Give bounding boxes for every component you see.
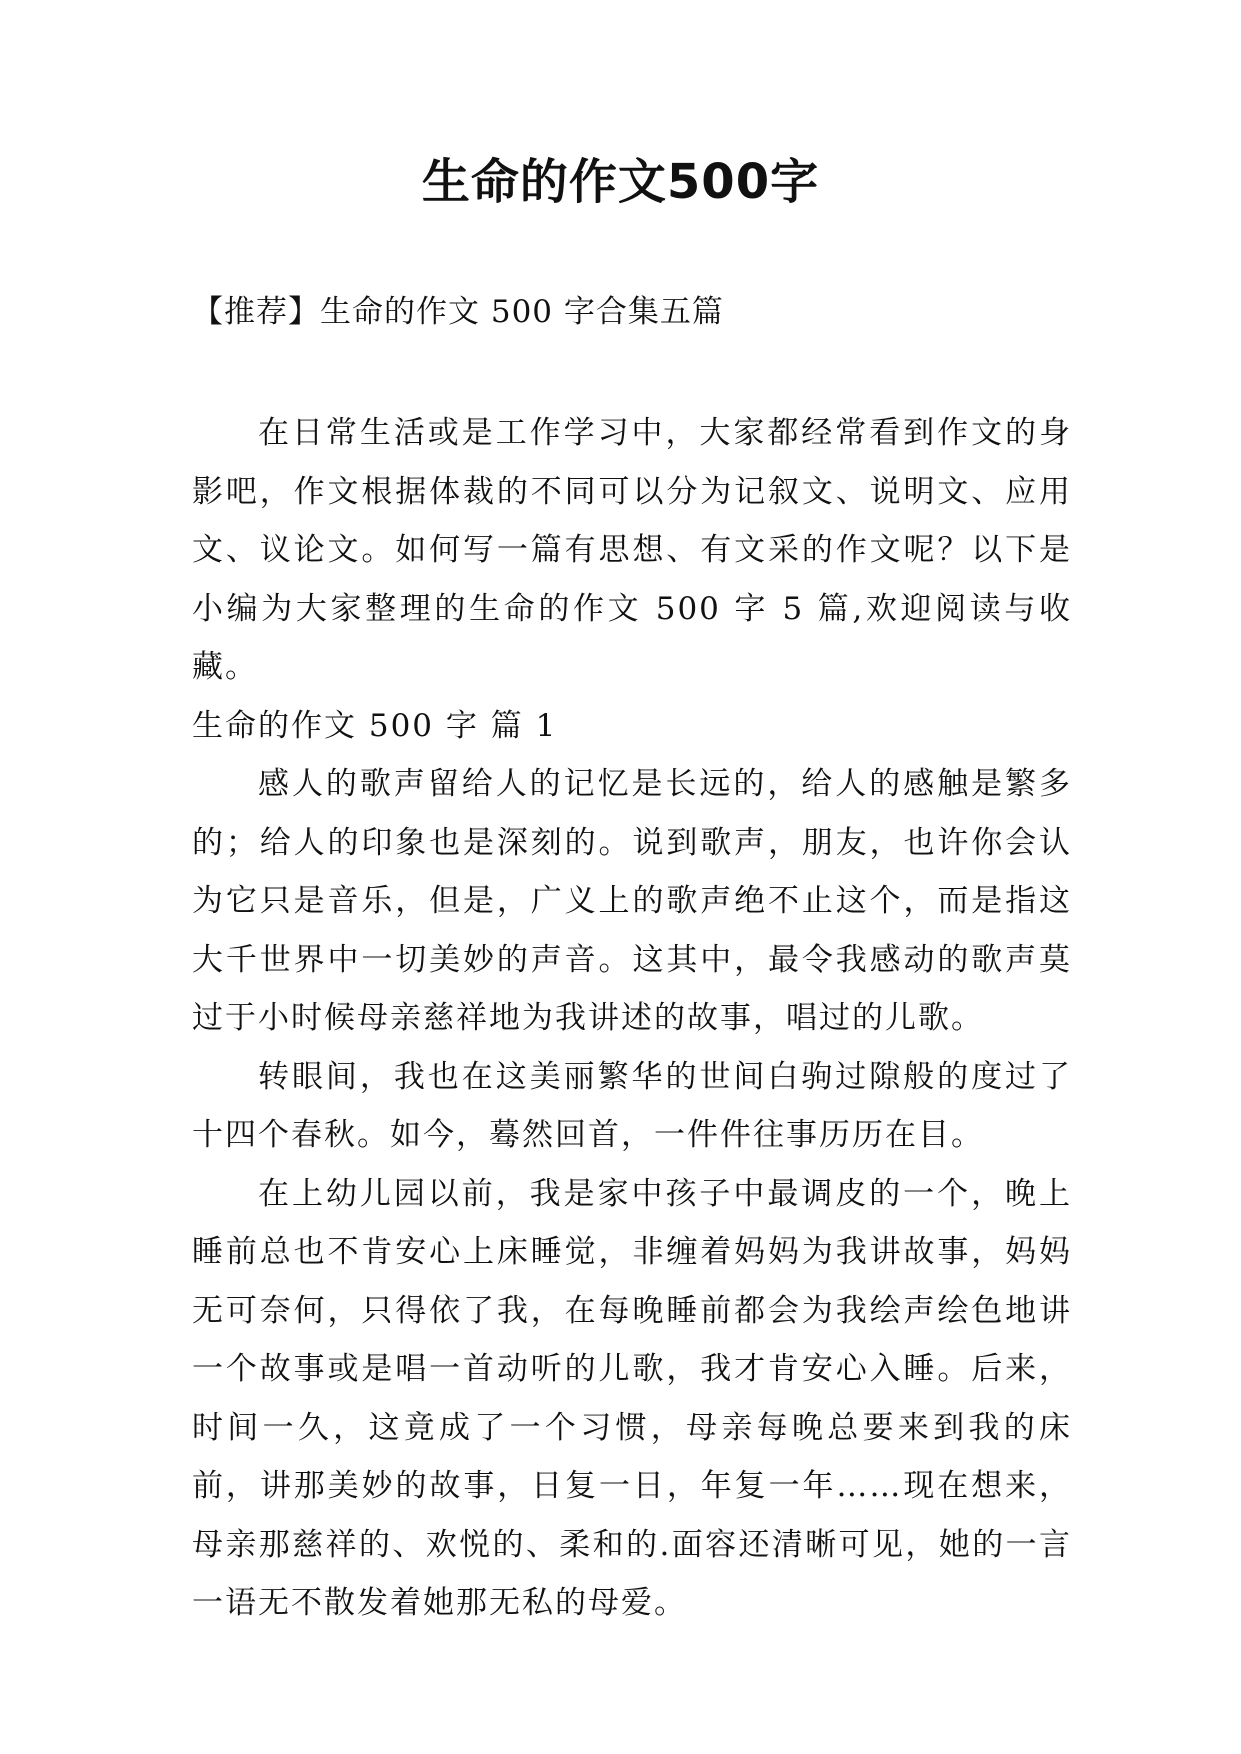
document-body <box>192 404 1072 1633</box>
paragraph: 感人的歌声留给人的记忆是长远的，给人的感触是繁多的；给人的印象也是深刻的。说到歌声，朋友，也许你会认为它只是音乐，但是，广义上的歌声绝不止这个，而是指这大千世界中一切美妙的声音。这其中，最令我感动的歌声莫过于小时候母亲慈祥地为我讲述的故事，唱过的儿歌。 <box>192 766 1072 1036</box>
section-heading: 生命的作文 500 字 篇 1 <box>192 707 558 744</box>
paragraph: 转眼间，我也在这美丽繁华的世间白驹过隙般的度过了十四个春秋。如今，蓦然回首，一件件往事历历在目。 <box>192 1058 1072 1153</box>
paragraph: 在上幼儿园以前，我是家中孩子中最调皮的一个，晚上睡前总也不肯安心上床睡觉，非缠着妈妈为我讲故事，妈妈无可奈何，只得依了我，在每晚睡前都会为我绘声绘色地讲一个故事或是唱一首动听的儿歌，我才肯安心入睡。后来，时间一久，这竟成了一个习惯，母亲每晚总要来到我的床前，讲那美妙的故事，日复一日，年复一年……现在想来，母亲那慈祥的、欢悦的、柔和的.面容还清晰可见，她的一言一语无不散发着她那无私的母爱。 <box>192 1175 1072 1621</box>
paragraph-intro: 在日常生活或是工作学习中，大家都经常看到作文的身影吧，作文根据体裁的不同可以分为记叙文、说明文、应用文、议论文。如何写一篇有思想、有文采的作文呢？以下是小编为大家整理的生命的作文 500 字 5 篇,欢迎阅读与收藏。 <box>192 415 1072 685</box>
document-subtitle: 【推荐】生命的作文 500 字合集五篇 <box>192 294 724 330</box>
page-title: 生命的作文500字 <box>421 154 820 210</box>
